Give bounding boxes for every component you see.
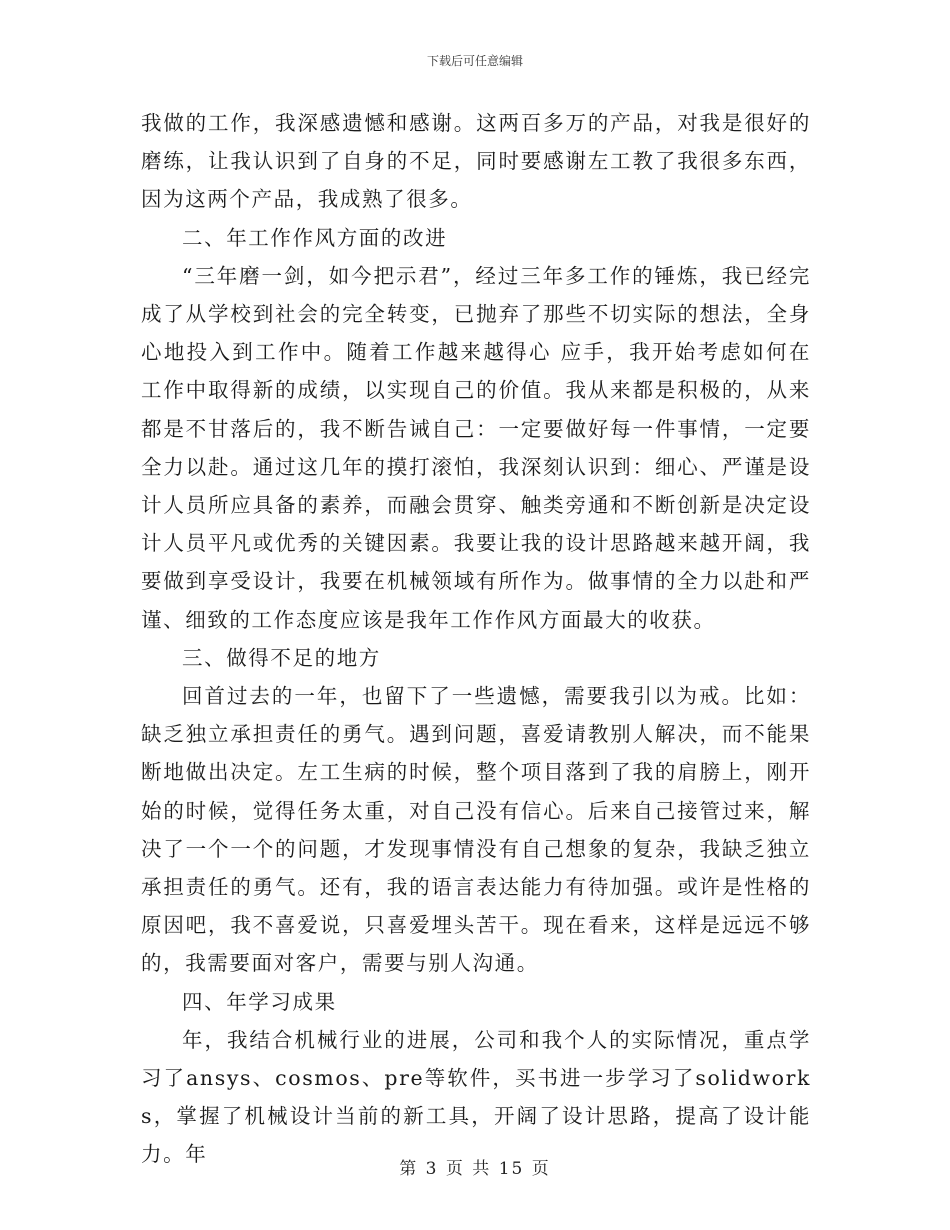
paragraph: 回首过去的一年，也留下了一些遗憾，需要我引以为戒。比如：缺乏独立承担责任的勇气。遇到问题，喜爱请教别人解决，而不能果断地做出决定。左工生病的时候，整个项目落到了我的肩膀上，刚开始的时候，觉得任务太重，对自己没有信心。后来自己接管过来，解决了一个一个的问题，才发现事情没有自己想象的复杂，我缺乏独立承担责任的勇气。还有，我的语言表达能力有待加强。或许是性格的原因吧，我不喜爱说，只喜爱埋头苦干。现在看来，这样是远远不够的，我需要面对客户，需要与别人沟通。: [141, 684, 811, 976]
paragraph: “三年磨一剑，如今把示君”，经过三年多工作的锤炼，我已经完成了从学校到社会的完全转变，已抛弃了那些不切实际的想法，全身心地投入到工作中。随着工作越来越得心 应手，我开始考虑如何在工作中取得新的成绩，以实现自己的价值。我从来都是积极的，从来都是不甘落后的，我不断告诫自己：一定要做好每一件事情，一定要全力以赴。通过这几年的摸打滚怕，我深刻认识到：细心、严谨是设计人员所应具备的素养，而融会贯穿、触类旁通和不断创新是决定设计人员平凡或优秀的关键因素。我要让我的设计思路越来越开阔，我要做到享受设计，我要在机械领域有所作为。做事情的全力以赴和严谨、细致的工作态度应该是我年工作作风方面最大的收获。: [141, 263, 811, 632]
section-heading: 二、年工作作风方面的改进: [182, 225, 448, 250]
page-number-footer: 第 3 页 共 15 页: [399, 1159, 551, 1179]
section-heading: 三、做得不足的地方: [182, 645, 381, 670]
paragraph: 我做的工作，我深感遗憾和感谢。这两百多万的产品，对我是很好的磨练，让我认识到了自身的不足，同时要感谢左工教了我很多东西，因为这两个产品，我成熟了很多。: [141, 111, 811, 212]
section-heading: 四、年学习成果: [182, 989, 337, 1014]
page-header: 下载后可任意编辑: [426, 54, 523, 68]
document-body: [141, 104, 811, 1174]
paragraph: 年，我结合机械行业的进展，公司和我个人的实际情况，重点学习了ansys、cosmos、pre等软件，买书进一步学习了solidworks，掌握了机械设计当前的新工具，开阔了设计思路，提高了设计能力。年: [141, 1027, 811, 1167]
